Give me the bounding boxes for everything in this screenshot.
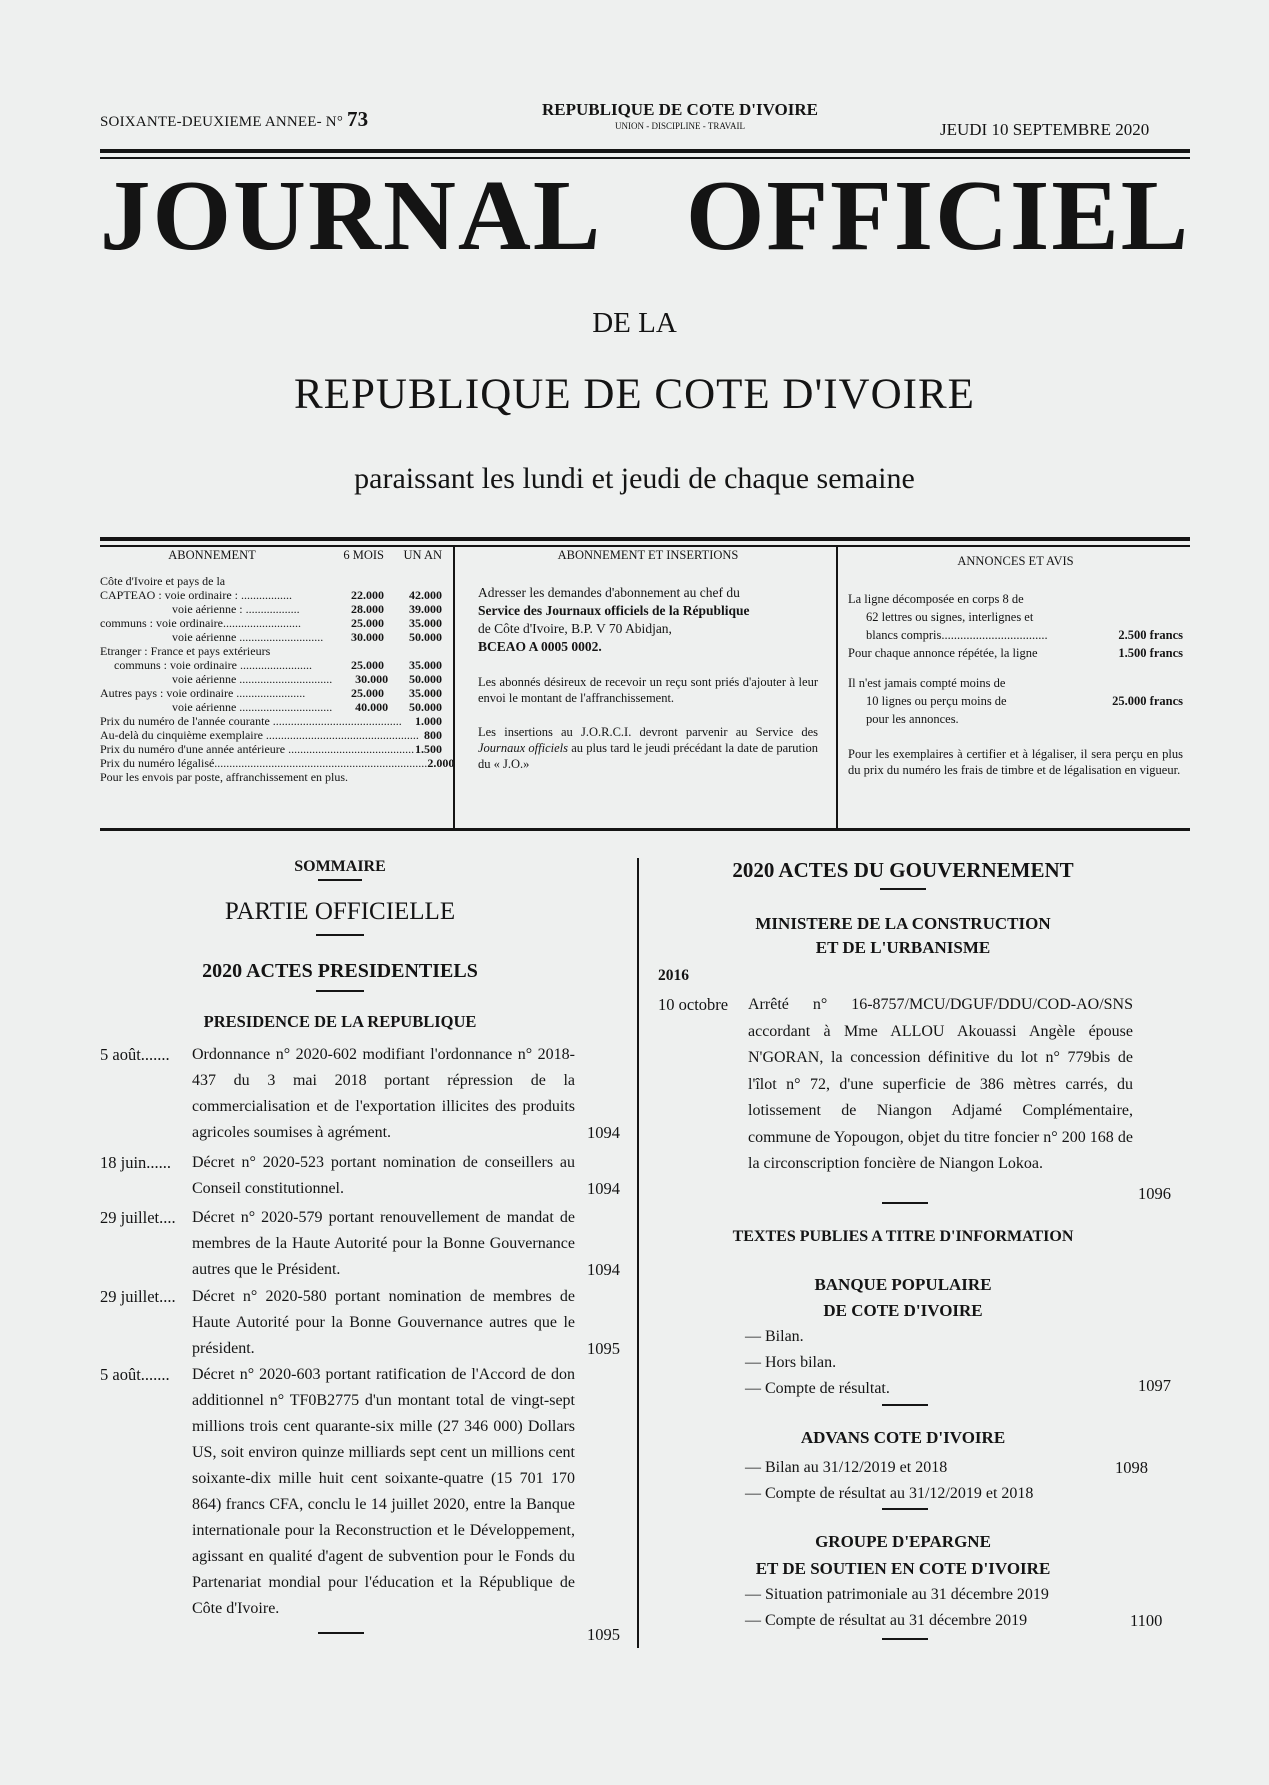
entry-text: Décret n° 2020-580 portant nomination de membres de Haute Autorité pour la Bonne Gouvernance autres que le président. <box>192 1288 575 1357</box>
left-end-rule <box>318 1632 364 1634</box>
header-rule-thick <box>100 149 1190 153</box>
annonces-box <box>848 548 1183 792</box>
tarif-row <box>100 686 442 700</box>
annonces-title: ANNONCES ET AVIS <box>957 554 1074 568</box>
tarif-label: communs : voie ordinaire.......................... <box>100 616 301 630</box>
presidence-title: PRESIDENCE DE LA REPUBLIQUE <box>203 1012 477 1031</box>
tarif-un-an: 800 <box>424 728 442 742</box>
tarif-row <box>100 588 442 602</box>
ge-rule <box>882 1638 928 1640</box>
insertions-box <box>478 548 818 786</box>
annonces-line-6: 10 lignes ou perçu moins de <box>866 694 1007 708</box>
insertions-p1-b: Service des Journaux officiels de la République <box>478 603 750 618</box>
bp-rule <box>882 1404 928 1406</box>
ministere-line-2: ET DE L'URBANISME <box>815 938 991 957</box>
bp-item-2: — Hors bilan. <box>745 1354 837 1371</box>
insertions-title: ABONNEMENT ET INSERTIONS <box>557 548 739 562</box>
ge-items <box>745 1582 1155 1634</box>
header-republic-name: REPUBLIQUE DE COTE D'IVOIRE <box>542 100 818 119</box>
tarif-label: CAPTEAO : voie ordinaire : ................. <box>100 588 292 602</box>
ge-line-1: GROUPE D'EPARGNE <box>815 1532 991 1551</box>
insertions-para-1 <box>478 584 818 656</box>
actes-gouv-underline <box>880 888 926 890</box>
annonces-final: Pour les exemplaires à certifier et à légaliser, il sera perçu en plus du prix du numéro les frais de timbre et de légalisation en vigueur. <box>848 747 1183 777</box>
insertions-p1-a: Adresser les demandes d'abonnement au chef du <box>478 585 740 600</box>
tarif-un-an: 2.000 <box>427 756 455 770</box>
tarif-6-mois: 40.000 <box>355 700 389 714</box>
annonces-line-4: Pour chaque annonce répétée, la ligne <box>848 646 1038 660</box>
column-divider <box>637 858 639 1648</box>
bp-line-1: BANQUE POPULAIRE <box>814 1275 992 1294</box>
ge-title <box>658 1528 1148 1582</box>
tarif-label: voie aérienne : .................. <box>172 602 300 616</box>
entry-page: 1094 <box>587 1179 620 1198</box>
annonces-price-2: 1.500 francs <box>1118 646 1183 660</box>
tarif-label: voie aérienne ............................... <box>172 700 333 714</box>
presidential-entry <box>100 1150 620 1202</box>
infobox-top-rule <box>100 537 1190 541</box>
insertions-para-2: Les abonnés désireux de recevoir un reçu sont priés d'ajouter à leur envoi le montant de l'affranchissement. <box>478 675 818 705</box>
annonces-line-2: 62 lettres ou signes, interlignes et <box>866 610 1034 624</box>
ge-line-2: ET DE SOUTIEN EN COTE D'IVOIRE <box>755 1559 1051 1578</box>
tarif-row <box>100 742 442 756</box>
actes-presidentiels-title: 2020 ACTES PRESIDENTIELS <box>202 960 478 982</box>
tarif-un-an: 1.500 <box>415 742 442 756</box>
abonnement-title: ABONNEMENT <box>168 548 256 562</box>
tarif-label: Au-delà du cinquième exemplaire ................................................... <box>100 728 419 742</box>
tarif-label: Autres pays : voie ordinaire ....................... <box>100 686 306 700</box>
gouv-entry-rule <box>882 1202 928 1204</box>
tarif-un-an: 50.000 <box>409 630 442 644</box>
actes-gouvernement-title: 2020 ACTES DU GOUVERNEMENT <box>732 858 1074 882</box>
gouv-entry-page: 1096 <box>1138 1184 1171 1203</box>
tarif-un-an: 35.000 <box>409 616 442 630</box>
infobox-top-rule-thin <box>100 545 1190 547</box>
advans-item-2: — Compte de résultat au 31/12/2019 et 2018 <box>745 1485 1034 1502</box>
masthead-de-la: DE LA <box>592 307 677 339</box>
tarif-row <box>100 756 455 770</box>
gouv-entry-text: Arrêté n° 16-8757/MCU/DGUF/DDU/COD-AO/SNS accordant à Mme ALLOU Akouassi Angèle épouse N'GORAN, la concession définitive du lot n° 779bis de l'îlot n° 72, d'une superficie de 386 mètres carrés, du lotissement de Niangon Adjamé Complémentaire, commune de Yopougon, objet du titre foncier n° 200 168 de la circonscription foncière de Niangon Lokoa. <box>748 996 1133 1172</box>
header-republic <box>500 100 860 131</box>
tarif-un-an: 42.000 <box>409 588 442 602</box>
sommaire-title: SOMMAIRE <box>294 858 386 875</box>
presidential-entry <box>100 1205 620 1283</box>
annonces-line-3: blancs compris.................................. <box>866 628 1048 642</box>
insertions-p1-d: BCEAO A 0005 0002. <box>478 639 602 654</box>
entry-date: 5 août....... <box>100 1365 170 1384</box>
entry-page: 1095 <box>587 1625 620 1644</box>
tarif-un-an: 1.000 <box>415 714 442 728</box>
partie-underline <box>316 934 364 936</box>
bp-page: 1097 <box>1138 1376 1171 1395</box>
tarif-row <box>100 672 442 686</box>
ge-page: 1100 <box>1130 1611 1163 1630</box>
bp-line-2: DE COTE D'IVOIRE <box>823 1301 983 1320</box>
presidential-entry <box>100 1042 620 1146</box>
insertions-p3-c: au plus tard le jeudi précédant la date de parution du « J.O.» <box>478 741 818 771</box>
bp-item-1: — Bilan. <box>745 1328 804 1345</box>
gouv-entry-date: 10 octobre <box>658 995 729 1014</box>
insertions-para-3 <box>478 724 818 772</box>
tarif-row <box>100 658 442 672</box>
entry-date: 29 juillet.... <box>100 1208 176 1227</box>
entry-text: Décret n° 2020-523 portant nomination de conseillers au Conseil constitutionnel. <box>192 1154 575 1197</box>
textes-publies-title: TEXTES PUBLIES A TITRE D'INFORMATION <box>732 1228 1074 1245</box>
presidential-entry <box>100 1362 620 1648</box>
masthead-republic: REPUBLIQUE DE COTE D'IVOIRE <box>294 371 975 418</box>
abonnement-box <box>100 548 455 784</box>
tarif-un-an: 35.000 <box>409 658 442 672</box>
issue-label-text: SOIXANTE-DEUXIEME ANNEE- N° <box>100 114 344 130</box>
infobox-divider-2 <box>836 545 838 828</box>
issue-date: JEUDI 10 SEPTEMBRE 2020 <box>940 120 1150 139</box>
presidential-entry <box>100 1284 620 1362</box>
annonces-line-1: La ligne décomposée en corps 8 de <box>848 592 1024 606</box>
partie-officielle: PARTIE OFFICIELLE <box>224 898 456 925</box>
entry-date: 5 août....... <box>100 1045 170 1064</box>
entry-date: 18 juin...... <box>100 1153 172 1172</box>
infobox-divider-1 <box>453 545 455 828</box>
ge-item-1: — Situation patrimoniale au 31 décembre 2019 <box>745 1586 1049 1603</box>
header-motto: UNION - DISCIPLINE - TRAVAIL <box>615 121 745 131</box>
tarif-6-mois: 30.000 <box>355 672 389 686</box>
advans-rule <box>882 1508 928 1510</box>
annonces-tarifs <box>848 590 1183 728</box>
advans-items <box>745 1455 1155 1507</box>
annonces-price-1: 2.500 francs <box>1118 628 1183 642</box>
entry-page: 1095 <box>587 1339 620 1358</box>
tarif-6-mois: 30.000 <box>351 630 384 644</box>
tarif-label: Prix du numéro d'une année antérieure .......................................... <box>100 742 415 756</box>
tarif-un-an: 50.000 <box>409 700 442 714</box>
entry-date: 29 juillet.... <box>100 1287 176 1306</box>
bp-items <box>745 1324 1155 1402</box>
abonnement-footer: Pour les envois par poste, affranchissement en plus. <box>100 770 349 784</box>
annonces-line-5: Il n'est jamais compté moins de <box>848 676 1006 690</box>
infobox-bottom-rule <box>100 828 1190 831</box>
tarif-un-an: 50.000 <box>409 672 442 686</box>
tarif-row <box>100 728 442 742</box>
sommaire-underline <box>318 879 362 881</box>
entry-text: Décret n° 2020-579 portant renouvellement de mandat de membres de la Haute Autorité pour la Bonne Gouvernance autres que le Président. <box>192 1209 575 1278</box>
tarif-row <box>100 616 442 630</box>
tarif-un-an: 39.000 <box>409 602 442 616</box>
year-2016: 2016 <box>658 967 689 984</box>
masthead-frequency: paraissant les lundi et jeudi de chaque semaine <box>354 462 915 495</box>
tarif-6-mois: 25.000 <box>351 616 384 630</box>
annonces-line-7: pour les annonces. <box>866 712 959 726</box>
tarif-row <box>100 714 442 728</box>
masthead-title: JOURNAL OFFICIEL <box>100 159 1191 271</box>
tarif-6-mois: 28.000 <box>351 602 384 616</box>
tarif-6-mois: 22.000 <box>351 588 384 602</box>
ge-item-2: — Compte de résultat au 31 décembre 2019 <box>745 1612 1028 1629</box>
annonces-price-3: 25.000 francs <box>1112 694 1183 708</box>
issue-number: 73 <box>346 107 369 131</box>
insertions-p1-c: de Côte d'Ivoire, B.P. V 70 Abidjan, <box>478 621 672 636</box>
col-un-an: UN AN <box>403 548 442 562</box>
entry-text: Décret n° 2020-603 portant ratification de l'Accord de don additionnel n° TF0B2775 d'un montant total de vingt-sept millions trois cent quarante-six mille (27 346 000) Dollars US, soit environ quinze milliards sept cent un millions cent soixante-dix mille huit cent soixante-quatre (15 701 170 864) francs CFA, conclu le 14 juillet 2020, entre la Banque internationale pour la Reconstruction et le Développement, agissant en qualité d'agent de subvention pour le Fonds du Partenariat mondial pour l'éducation et la République de Côte d'Ivoire. <box>192 1366 575 1617</box>
tarif-6-mois: 25.000 <box>351 686 384 700</box>
ministere-line-1: MINISTERE DE LA CONSTRUCTION <box>755 914 1051 933</box>
tarif-label: Prix du numéro légalisé....................................................................... <box>100 756 428 770</box>
advans-page: 1098 <box>1115 1458 1148 1477</box>
bp-item-3: — Compte de résultat. <box>745 1380 890 1397</box>
abonnement-group-2: Etranger : France et pays extérieurs <box>100 644 271 658</box>
tarif-label: voie aérienne ............................... <box>172 672 333 686</box>
tarif-label: Prix du numéro de l'année courante ........................................... <box>100 714 402 728</box>
bp-title <box>658 1272 1148 1324</box>
tarif-row <box>100 602 442 616</box>
tarif-un-an: 35.000 <box>409 686 442 700</box>
tarif-row <box>100 700 442 714</box>
entry-text: Ordonnance n° 2020-602 modifiant l'ordonnance n° 2018-437 du 3 mai 2018 portant répression de la commercialisation et de l'exportation illicites des produits agricoles soumises à agrément. <box>192 1046 575 1141</box>
entry-page: 1094 <box>587 1123 620 1142</box>
col-6-mois: 6 MOIS <box>343 548 384 562</box>
issue-label <box>100 107 368 132</box>
ministere-title <box>658 912 1148 960</box>
abonnement-group-1: Côte d'Ivoire et pays de la <box>100 574 226 588</box>
advans-title: ADVANS COTE D'IVOIRE <box>800 1428 1006 1447</box>
entry-page: 1094 <box>587 1260 620 1279</box>
tarif-label: voie aérienne ............................ <box>172 630 324 644</box>
insertions-p3-b: Journaux officiels <box>478 741 568 755</box>
actes-pres-underline <box>316 990 364 992</box>
tarif-row <box>100 630 442 644</box>
tarif-label: communs : voie ordinaire ........................ <box>114 658 312 672</box>
advans-item-1: — Bilan au 31/12/2019 et 2018 <box>745 1459 948 1476</box>
tarif-6-mois: 25.000 <box>351 658 384 672</box>
insertions-p3-a: Les insertions au J.O.R.C.I. devront parvenir au Service des <box>478 725 818 739</box>
